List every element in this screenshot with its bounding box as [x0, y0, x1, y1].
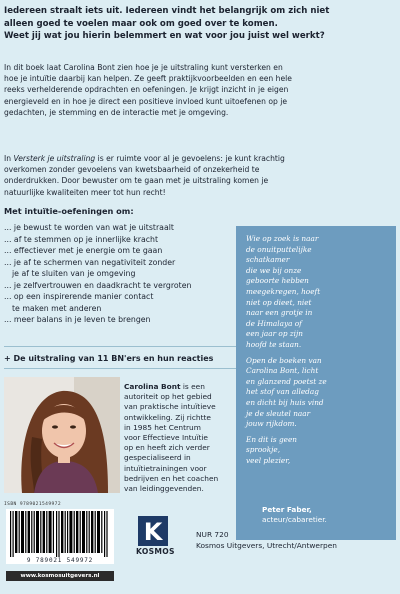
- intro-line: Weet jij wat jou hierin belemmert en wat voor jou juist wel werkt?: [4, 31, 325, 42]
- quote-line: En dit is geen: [246, 434, 298, 444]
- quote-box: [236, 226, 396, 540]
- quote-line: het stof van alledag: [246, 387, 319, 397]
- paragraph-line: energieveld en in hoe je direct een positieve invloed kunt uitoefenen op je: [4, 96, 287, 106]
- barcode-number: 9 789021 549972: [6, 557, 114, 564]
- author-bio-line: voor Effectieve Intuïtie: [124, 433, 208, 443]
- author-name: Carolina Bont: [124, 382, 181, 391]
- quote-line: sprookje,: [246, 445, 281, 455]
- paragraph-line: reeks verhelderende opdrachten en oefeningen. Je krijgt inzicht in je eigen: [4, 85, 289, 95]
- author-bio-line: gespecialiseerd in: [124, 453, 191, 463]
- quote-paragraph: [246, 356, 386, 430]
- quote-line: je de sleutel naar: [246, 408, 311, 418]
- paragraph-line: onderdrukken. Door bewuster om te gaan met je uitstraling komen je: [4, 176, 269, 186]
- intro-line: alleen goed te voelen maar ook om goed over te komen.: [4, 18, 278, 29]
- author-bio-line: in 1985 het Centrum: [124, 422, 201, 432]
- quote-line: de onuitputtelijke: [246, 244, 312, 254]
- author-bio-line: intuïtietrainingen voor: [124, 463, 207, 473]
- author-bio-line: van leidinggevenden.: [124, 484, 204, 494]
- list-item: je af te sluiten van je omgeving: [12, 269, 136, 278]
- quote-author-role: acteur/cabaretier.: [262, 515, 327, 525]
- publisher-website: www.kosmosuitgevers.nl: [6, 571, 114, 581]
- quote-line: de Himalaya of: [246, 318, 302, 328]
- list-item: ... op een inspirerende manier contact: [4, 292, 154, 301]
- quote-line: veel plezier,: [246, 455, 291, 465]
- quote-text: [246, 234, 386, 471]
- author-bio-line: ontwikkeling. Zij richtte: [124, 412, 211, 422]
- description-paragraph: [4, 62, 390, 118]
- quote-line: niet op dieet, niet: [246, 297, 312, 307]
- logo-letter: K: [143, 518, 163, 546]
- quote-paragraph: [246, 234, 386, 351]
- isbn-label: ISBN 9789021549972: [4, 502, 61, 507]
- quote-line: hoofd te staan.: [246, 339, 302, 349]
- quote-line: geboorte hebben: [246, 276, 309, 286]
- author-photo: [4, 377, 120, 493]
- book-title-italic: Versterk je uitstraling: [13, 154, 96, 163]
- paragraph-line: [4, 153, 324, 164]
- divider: [4, 368, 236, 369]
- author-bio: [124, 382, 234, 494]
- author-bio-line: is een: [180, 382, 205, 391]
- paragraph-rest: is er ruimte voor al je gevoelens: je kunt krachtig: [95, 154, 285, 163]
- quote-line: jouw rijkdom.: [246, 419, 297, 429]
- quote-line: en dicht bij huis vind: [246, 397, 324, 407]
- exercise-list: [4, 222, 232, 326]
- list-item: ... je af te schermen van negativiteit zonder: [4, 257, 176, 267]
- quote-line: en glanzend poetst ze: [246, 376, 327, 386]
- kosmos-logo-icon: [138, 516, 168, 546]
- quote-line: een jaar op zijn: [246, 329, 303, 339]
- intro-line: Iedereen straalt iets uit. Iedereen vindt het belangrijk om zich niet: [4, 6, 330, 16]
- paragraph-line: In dit boek laat Carolina Bont zien hoe je je uitstraling kunt versterken en: [4, 63, 283, 72]
- author-portrait-image: [4, 377, 120, 493]
- quote-line: die we bij onze: [246, 265, 302, 275]
- list-item: ... meer balans in je leven te brengen: [4, 315, 151, 324]
- barcode: [6, 509, 114, 557]
- exercises-heading: Met intuïtie-oefeningen om:: [4, 206, 134, 216]
- quote-line: schatkamer: [246, 255, 290, 265]
- quote-line: naar een grotje in: [246, 308, 313, 318]
- barcode-bars: [6, 509, 114, 557]
- feelings-paragraph: [4, 153, 324, 198]
- list-item: ... effectiever met je energie om te gaan: [4, 246, 163, 255]
- publisher-logo-word: KOSMOS: [136, 547, 175, 556]
- list-item: te maken met anderen: [12, 303, 102, 313]
- list-item: ... je bewust te worden van wat je uitstraalt: [4, 223, 174, 232]
- kosmos-logo-mark: [138, 516, 168, 546]
- list-item: ... af te stemmen op je innerlijke kracht: [4, 234, 159, 244]
- quote-author-name: Peter Faber,: [262, 505, 312, 514]
- author-bio-line: bedrijven en het coachen: [124, 473, 219, 483]
- quote-line: Wie op zoek is naar: [246, 234, 319, 243]
- divider: [4, 346, 236, 347]
- quote-line: meegekregen, hoeft: [246, 286, 321, 296]
- publisher-info: [196, 529, 337, 551]
- paragraph-line: overkomen zonder gevoelens van kwetsbaarheid of onzekerheid te: [4, 165, 260, 175]
- paragraph-prefix: In: [4, 154, 14, 163]
- quote-paragraph: [246, 435, 386, 467]
- paragraph-line: hoe je intuïtie daarbij kan helpen. Ze geeft praktijkvoorbeelden en een hele: [4, 74, 292, 84]
- paragraph-line: natuurlijke kwaliteiten meer tot hun recht!: [4, 187, 166, 197]
- quote-author: [262, 505, 327, 526]
- publisher-name: Kosmos Uitgevers, Utrecht/Antwerpen: [196, 541, 337, 550]
- nur-code: NUR 720: [196, 530, 229, 539]
- quote-line: Open de boeken van: [246, 355, 322, 365]
- quote-line: Carolina Bont, licht: [246, 366, 319, 376]
- author-bio-line: autoriteit op het gebied: [124, 392, 212, 402]
- paragraph-line: gedachten, je stemming en de interactie met je omgeving.: [4, 107, 229, 117]
- author-bio-line: op en heeft zich verder: [124, 443, 210, 453]
- author-bio-line: van praktische intuïtieve: [124, 402, 216, 412]
- intro-text: [4, 5, 396, 43]
- list-item: ... je zelfvertrouwen en daadkracht te vergroten: [4, 280, 192, 290]
- bn-reactions-line: + De uitstraling van 11 BN'ers en hun reacties: [4, 354, 214, 363]
